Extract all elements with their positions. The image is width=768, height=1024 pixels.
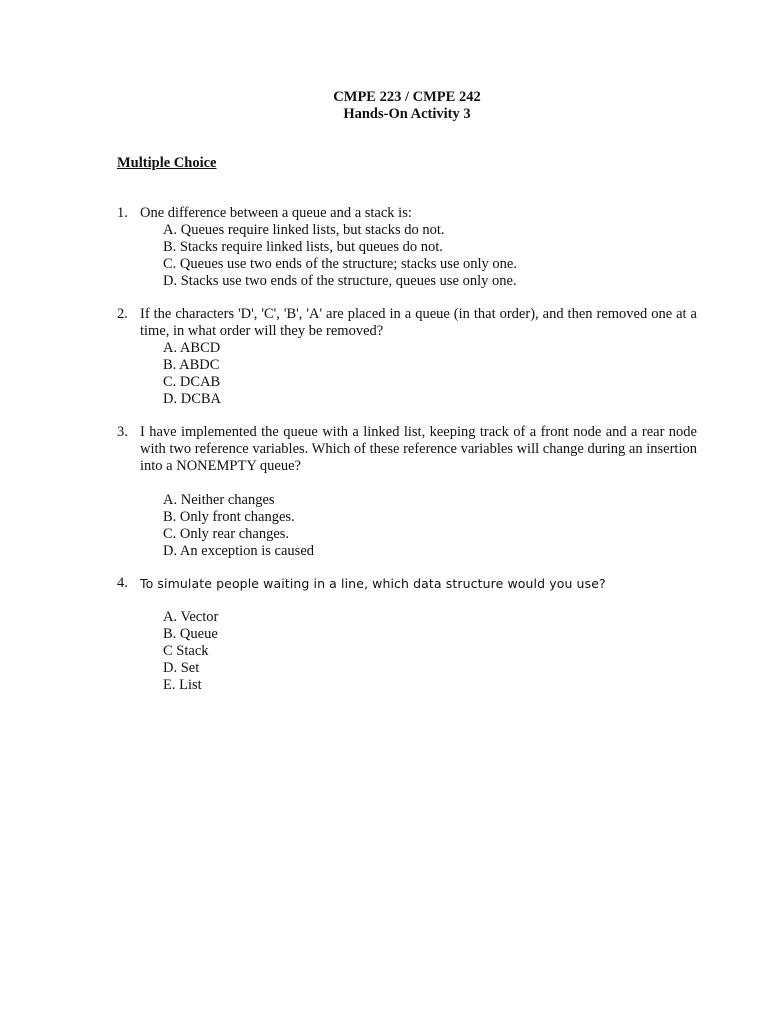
question-number: 3. <box>117 424 128 440</box>
answer-option: C. DCAB <box>163 374 221 390</box>
question-3 <box>117 424 697 560</box>
question-text: If the characters 'D', 'C', 'B', 'A' are placed in a queue (in that order), and then removed one at a time, in what order will they be removed? <box>140 306 697 339</box>
section-title: Multiple Choice <box>117 155 217 171</box>
answer-option: D. An exception is caused <box>163 543 315 559</box>
answer-option: A. ABCD <box>163 340 221 356</box>
question-number: 2. <box>117 306 128 322</box>
question-1 <box>117 205 697 290</box>
activity-title: Hands-On Activity 3 <box>343 106 471 122</box>
answer-option: D. Set <box>163 660 200 676</box>
answer-option: B. Stacks require linked lists, but queues do not. <box>163 239 443 255</box>
answer-option: E. List <box>163 677 202 693</box>
answer-options <box>163 492 697 560</box>
answer-option: A. Neither changes <box>163 492 275 508</box>
answer-option: C Stack <box>163 643 209 659</box>
answer-option: D. DCBA <box>163 391 222 407</box>
answer-options <box>163 222 697 290</box>
answer-option: C. Only rear changes. <box>163 526 290 542</box>
answer-option: A. Vector <box>163 609 219 625</box>
question-text: One difference between a queue and a stack is: <box>140 205 412 221</box>
answer-option: C. Queues use two ends of the structure; stacks use only one. <box>163 256 517 272</box>
question-number: 1. <box>117 205 128 221</box>
question-4 <box>117 575 697 694</box>
question-number: 4. <box>117 575 128 591</box>
question-2 <box>117 306 697 408</box>
answer-option: A. Queues require linked lists, but stacks do not. <box>163 222 445 238</box>
answer-option: D. Stacks use two ends of the structure, queues use only one. <box>163 273 517 289</box>
question-text: To simulate people waiting in a line, which data structure would you use? <box>140 576 606 591</box>
document-header <box>0 89 768 123</box>
answer-options <box>163 340 697 408</box>
answer-option: B. Only front changes. <box>163 509 295 525</box>
question-text: I have implemented the queue with a linked list, keeping track of a front node and a rear node with two reference variables. Which of these reference variables will change during an insertion into a NONEMPTY queue? <box>140 424 697 474</box>
course-title: CMPE 223 / CMPE 242 <box>333 89 481 105</box>
answer-option: B. Queue <box>163 626 218 642</box>
answer-option: B. ABDC <box>163 357 220 373</box>
answer-options <box>163 609 697 694</box>
